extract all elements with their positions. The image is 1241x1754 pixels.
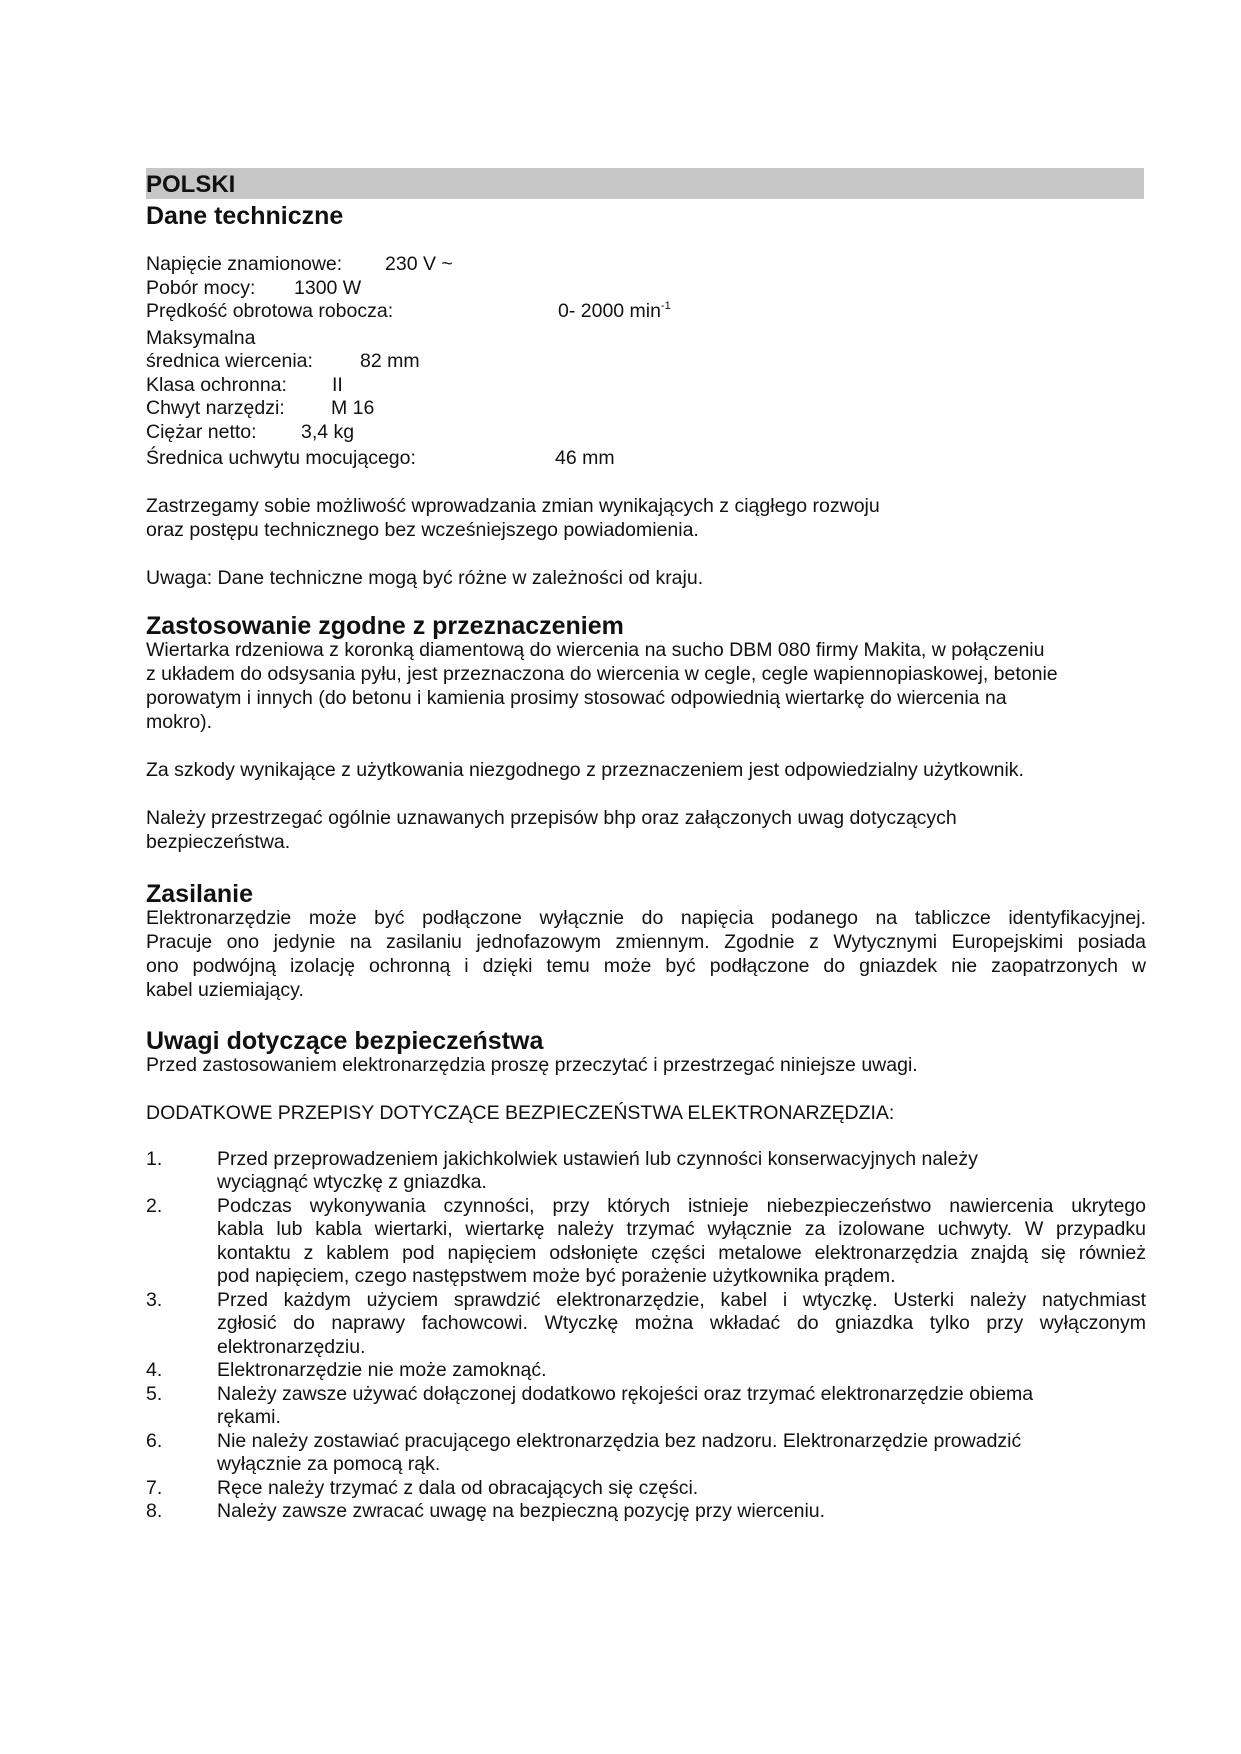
usage-line: porowatym i innych (do betonu i kamienia prosimy stosować odpowiednią wiertarkę do wiercenia na: [146, 686, 1007, 709]
spec-label: Prędkość obrotowa robocza:: [146, 300, 394, 322]
list-text: [217, 1477, 1146, 1501]
spec-row: [146, 253, 1146, 277]
list-number: 4.: [146, 1359, 163, 1381]
spec-row: [146, 327, 1146, 351]
list-line: Należy zawsze używać dołączonej dodatkowo rękojeści oraz trzymać elektronarzędzie obiema: [217, 1382, 1034, 1405]
spec-row: [146, 300, 1146, 324]
bhp-line: Należy przestrzegać ogólnie uznawanych przepisów bhp oraz załączonych uwag dotyczących: [146, 806, 957, 829]
list-item: [146, 1477, 1146, 1501]
list-line: Przed każdym użyciem sprawdzić elektronarzędzie, kabel i wtyczkę. Usterki należy natychmiast: [217, 1288, 1146, 1311]
spec-value-exponent: -1: [660, 300, 671, 312]
spec-row: [146, 397, 1146, 421]
spec-row: [146, 374, 1146, 398]
spec-label: Napięcie znamionowe:: [146, 253, 343, 275]
list-text: [217, 1500, 1146, 1524]
usage-paragraph: [146, 638, 1146, 734]
list-line: Nie należy zostawiać pracującego elektronarzędzia bez nadzoru. Elektronarzędzie prowadzić: [217, 1429, 1022, 1452]
spec-list: [146, 253, 1146, 471]
list-number: 7.: [146, 1476, 163, 1499]
list-line: elektronarzędziu.: [217, 1335, 366, 1358]
spec-value: 82 mm: [360, 350, 420, 372]
note-line: oraz postępu technicznego bez wcześniejszego powiadomienia.: [146, 518, 699, 541]
list-number: 2.: [146, 1194, 163, 1217]
spec-label: Chwyt narzędzi:: [146, 397, 285, 419]
list-number: 8.: [146, 1500, 163, 1522]
spec-row: [146, 277, 1146, 301]
note-line: Zastrzegamy sobie możliwość wprowadzania zmian wynikających z ciągłego rozwoju: [146, 494, 880, 517]
list-line: Elektronarzędzie nie może zamoknąć.: [217, 1359, 547, 1381]
list-text: [217, 1383, 1146, 1430]
spec-value: 46 mm: [555, 447, 615, 469]
list-text: [217, 1430, 1146, 1477]
bhp-line: bezpieczeństwa.: [146, 830, 291, 853]
spec-label: Pobór mocy:: [146, 276, 256, 299]
reservation-note: [146, 494, 1146, 542]
list-item: [146, 1148, 1146, 1195]
power-paragraph: [146, 906, 1146, 1002]
spec-value: 230 V ~: [385, 253, 453, 275]
spec-value: [558, 300, 671, 324]
spec-value: M 16: [331, 397, 375, 419]
power-line: Elektronarzędzie może być podłączone wyłącznie do napięcia podanego na tabliczce identyfikacyjnej.: [146, 906, 1146, 929]
power-line: kabel uziemiający.: [146, 978, 304, 1001]
list-item: [146, 1195, 1146, 1289]
spec-label: średnica wiercenia:: [146, 350, 313, 372]
list-text: [217, 1289, 1146, 1360]
list-number: 3.: [146, 1288, 163, 1311]
document-page: [146, 168, 1146, 1524]
power-line: Pracuje ono jedynie na zasilaniu jednofazowym zmiennym. Zgodnie z Wytycznymi Europejskimi posiada: [146, 930, 1146, 953]
usage-line: Wiertarka rdzeniowa z koronką diamentową do wiercenia na sucho DBM 080 firmy Makita, w połączeniu: [146, 638, 1045, 661]
tech-data-heading: Dane techniczne: [146, 202, 344, 230]
safety-subheading: DODATKOWE PRZEPISY DOTYCZĄCE BEZPIECZEŃSTWA ELEKTRONARZĘDZIA:: [146, 1101, 895, 1124]
list-line: rękami.: [217, 1406, 281, 1428]
spec-row: [146, 350, 1146, 374]
usage-line: z układem do odsysania pyłu, jest przeznaczona do wiercenia w cegle, cegle wapiennopiaskowej, betonie: [146, 662, 1058, 685]
list-number: 5.: [146, 1382, 163, 1405]
list-item: [146, 1383, 1146, 1430]
list-item: [146, 1289, 1146, 1360]
list-text: [217, 1195, 1146, 1289]
usage-heading: Zastosowanie zgodne z przeznaczeniem: [146, 611, 624, 640]
power-line: ono podwójną izolację ochronną i dzięki temu może być podłączone do gniazdek nie zaopatrzonych w: [146, 954, 1146, 977]
safety-heading: Uwagi dotyczące bezpieczeństwa: [146, 1026, 544, 1055]
safety-list: [146, 1148, 1146, 1524]
list-number: 1.: [146, 1147, 163, 1170]
usage-line: mokro).: [146, 710, 213, 733]
list-line: Przed przeprowadzeniem jakichkolwiek ustawień lub czynności konserwacyjnych należy: [217, 1147, 978, 1170]
list-line: wyłącznie za pomocą rąk.: [217, 1453, 441, 1475]
list-text: [217, 1359, 1146, 1383]
spec-value-text: 0- 2000 min: [558, 300, 661, 322]
language-bar: POLSKI: [146, 168, 1144, 199]
list-line: kontaktu z kablem pod napięciem odsłonięte części metalowe elektronarzędzia znajdą się również: [217, 1241, 1146, 1264]
list-line: wyciągnąć wtyczkę z gniazdka.: [217, 1171, 487, 1193]
spec-row: [146, 447, 1146, 471]
list-text: [217, 1148, 1146, 1195]
list-line: Ręce należy trzymać z dala od obracających się części.: [217, 1476, 699, 1499]
spec-label: Maksymalna: [146, 326, 256, 349]
spec-label: Średnica uchwytu mocującego:: [146, 447, 416, 469]
spec-label: Klasa ochronna:: [146, 373, 287, 396]
spec-row: [146, 421, 1146, 445]
spec-value: II: [332, 373, 343, 396]
list-line: kabla lub kabla wiertarki, wiertarkę należy trzymać wyłącznie za izolowane uchwyty. W przypadku: [217, 1218, 1146, 1240]
spec-value: 1300 W: [294, 276, 362, 299]
list-line: zgłosić do naprawy fachowcowi. Wtyczkę można wkładać do gniazdka tylko przy wyłączonym: [217, 1312, 1146, 1334]
spec-label: Ciężar netto:: [146, 420, 257, 443]
spec-value: 3,4 kg: [301, 420, 355, 443]
list-item: [146, 1500, 1146, 1524]
list-line: Podczas wykonywania czynności, przy których istnieje niebezpieczeństwo nawiercenia ukrytego: [217, 1194, 1146, 1217]
country-note: Uwaga: Dane techniczne mogą być różne w zależności od kraju.: [146, 566, 704, 589]
liability-paragraph: Za szkody wynikające z użytkowania niezgodnego z przeznaczeniem jest odpowiedzialny użytkownik.: [146, 758, 1024, 781]
list-item: [146, 1359, 1146, 1383]
list-line: pod napięciem, czego następstwem może być porażenie użytkownika prądem.: [217, 1265, 896, 1287]
safety-intro: Przed zastosowaniem elektronarzędzia proszę przeczytać i przestrzegać niniejsze uwagi.: [146, 1053, 918, 1076]
list-line: Należy zawsze zwracać uwagę na bezpieczną pozycję przy wierceniu.: [217, 1500, 826, 1522]
list-number: 6.: [146, 1429, 163, 1452]
list-item: [146, 1430, 1146, 1477]
bhp-paragraph: [146, 806, 1146, 854]
power-heading: Zasilanie: [146, 879, 253, 908]
